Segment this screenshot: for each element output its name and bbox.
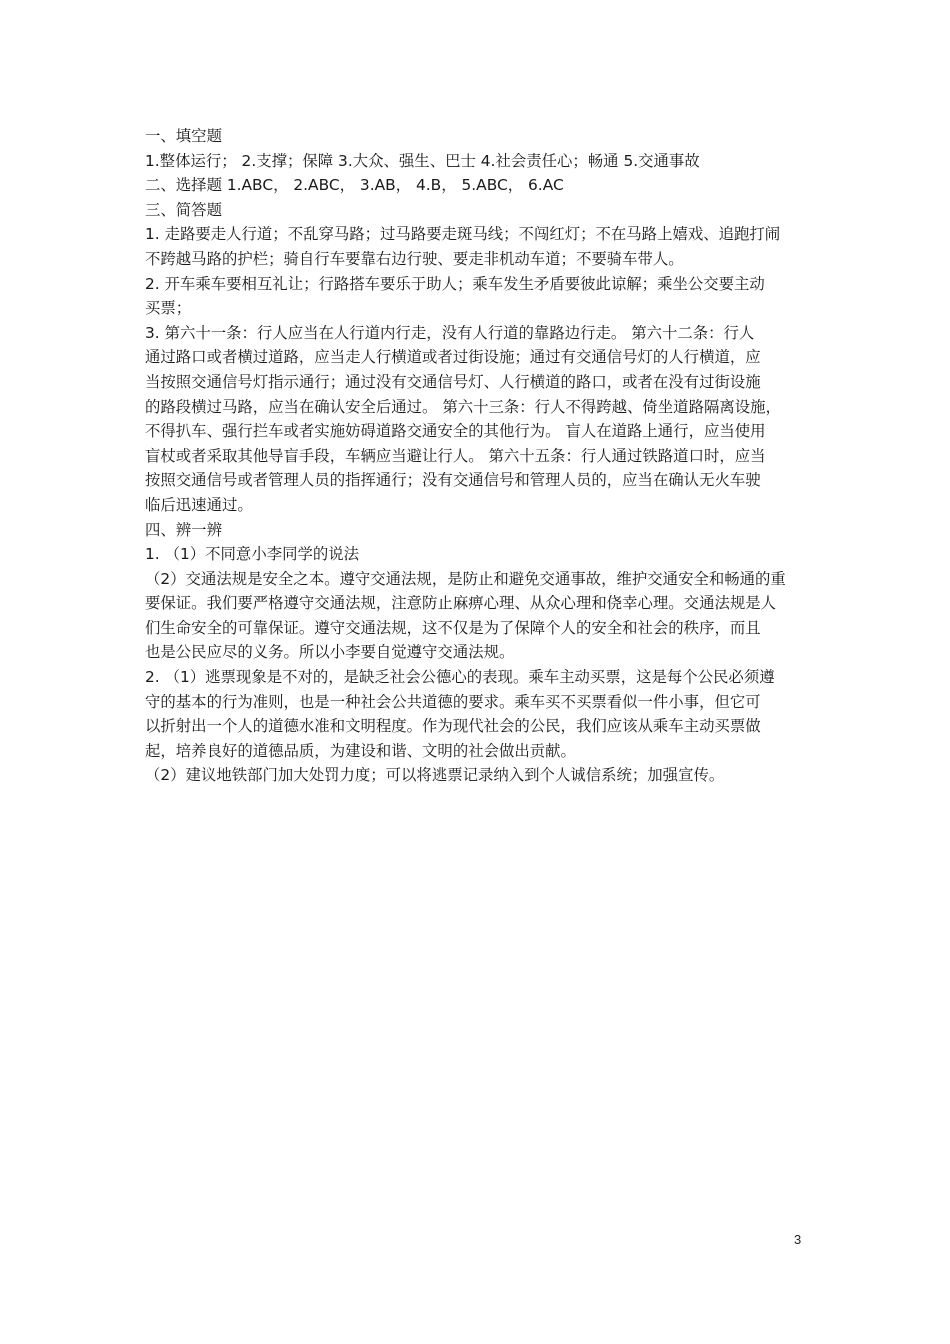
text-line: （2）建议地铁部门加大处罚力度；可以将逃票记录纳入到个人诚信系统；加强宣传。 bbox=[145, 766, 725, 785]
text-line: 起，培养良好的道德品质，为建设和谐、文明的社会做出贡献。 bbox=[145, 741, 576, 760]
text-line: 们生命安全的可靠保证。遵守交通法规，这不仅是为了保障个人的安全和社会的秩序，而且 bbox=[145, 618, 761, 637]
text-line: 按照交通信号或者管理人员的指挥通行；没有交通信号和管理人员的，应当在确认无火车驶 bbox=[145, 471, 761, 490]
text-line: 1. 走路要走人行道；不乱穿马路；过马路要走斑马线；不闯红灯；不在马路上嬉戏、追跑打闹 bbox=[145, 225, 781, 244]
text-line: 以折射出一个人的道德水准和文明程度。作为现代社会的公民，我们应该从乘车主动买票做 bbox=[145, 717, 761, 736]
text-line: （2）交通法规是安全之本。遵守交通法规，是防止和避免交通事故，维护交通安全和畅通的重 bbox=[145, 569, 786, 588]
text-line: 不跨越马路的护栏；骑自行车要靠右边行驶、要走非机动车道；不要骑车带人。 bbox=[145, 249, 684, 268]
section-heading-fill-blank: 一、填空题 bbox=[145, 127, 222, 145]
text-line: 1.整体运行； 2.支撑；保障 3.大众、强生、巴士 4.社会责任心；畅通 5.交通事故 bbox=[145, 151, 700, 170]
text-line: 要保证。我们要严格遵守交通法规，注意防止麻痹心理、从众心理和侥幸心理。交通法规是人 bbox=[145, 594, 777, 613]
answer-text-block bbox=[145, 124, 811, 788]
text-line: 2. 开车乘车要相互礼让；行路搭车要乐于助人；乘车发生矛盾要彼此谅解；乘坐公交要主动 bbox=[145, 274, 765, 293]
text-line: 通过路口或者横过道路，应当走人行横道或者过街设施；通过有交通信号灯的人行横道，应 bbox=[145, 348, 761, 367]
text-line: 1. （1）不同意小李同学的说法 bbox=[145, 545, 360, 564]
section-heading-discuss: 四、辨一辨 bbox=[145, 520, 222, 539]
page-number: 3 bbox=[794, 1232, 802, 1247]
text-line: 临后迅速通过。 bbox=[145, 495, 253, 514]
section-heading-multiple-choice: 二、选择题 1.ABC， 2.ABC， 3.AB， 4.B， 5.ABC， 6.AC bbox=[145, 176, 564, 195]
text-line: 也是公民应尽的义务。所以小李要自觉遵守交通法规。 bbox=[145, 643, 515, 662]
text-line: 盲杖或者采取其他导盲手段，车辆应当避让行人。 第六十五条：行人通过铁路道口时，应当 bbox=[145, 446, 766, 465]
text-line: 守的基本的行为准则，也是一种社会公共道德的要求。乘车买不买票看似一件小事，但它可 bbox=[145, 692, 761, 711]
text-line: 3. 第六十一条：行人应当在人行道内行走，没有人行道的靠路边行走。 第六十二条：行人 bbox=[145, 323, 755, 342]
text-line: 买票； bbox=[145, 299, 192, 318]
text-line: 的路段横过马路，应当在确认安全后通过。 第六十三条：行人不得跨越、倚坐道路隔离设施， bbox=[145, 397, 781, 416]
text-line: 不得扒车、强行拦车或者实施妨碍道路交通安全的其他行为。 盲人在道路上通行，应当使用 bbox=[145, 422, 766, 441]
text-line: 2. （1）逃票现象是不对的，是缺乏社会公德心的表现。乘车主动买票，这是每个公民必须遵 bbox=[145, 668, 775, 687]
text-line: 当按照交通信号灯指示通行；通过没有交通信号灯、人行横道的路口，或者在没有过街设施 bbox=[145, 372, 761, 391]
section-heading-short-answer: 三、简答题 bbox=[145, 200, 222, 219]
